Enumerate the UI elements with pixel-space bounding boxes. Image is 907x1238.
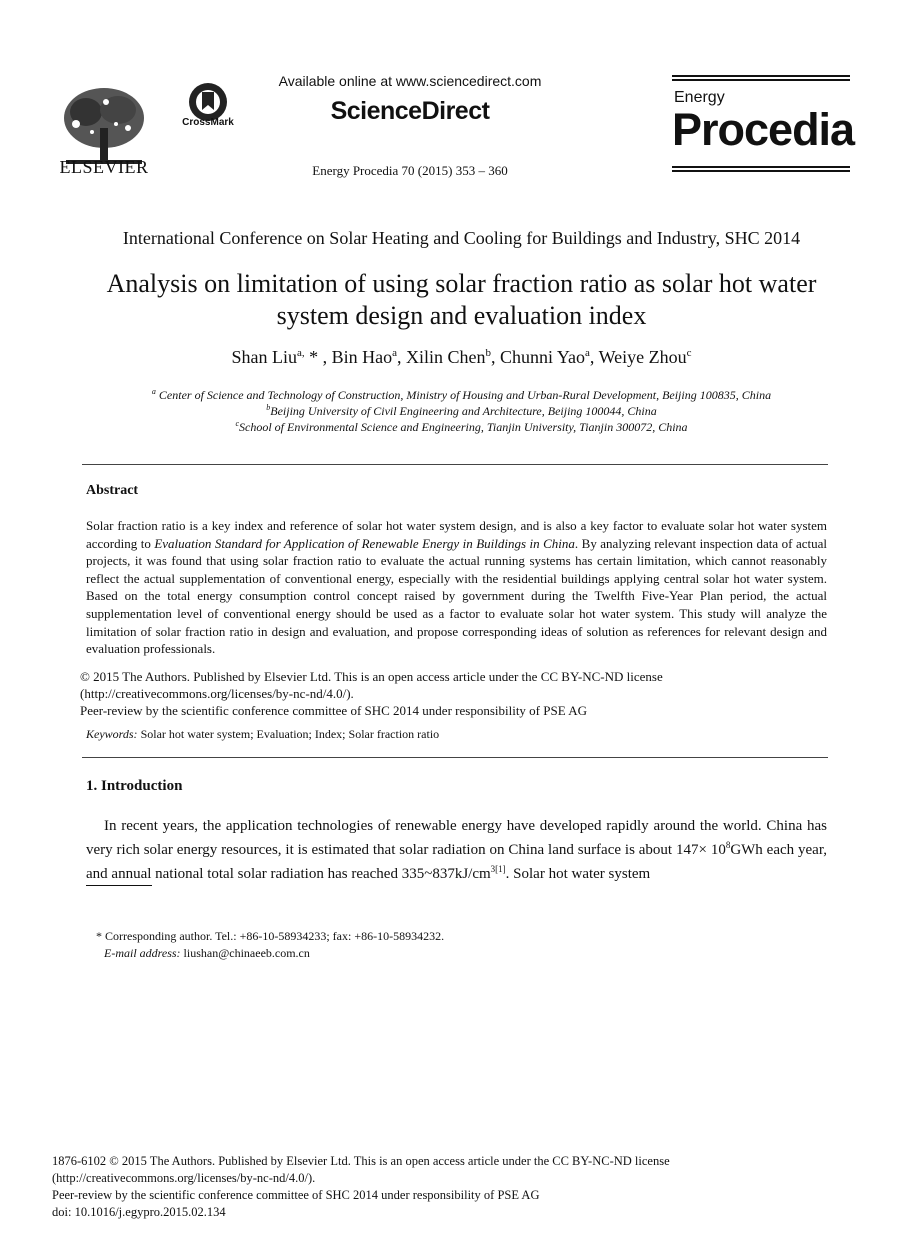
corresponding-author: * Corresponding author. Tel.: +86-10-58934233; fax: +86-10-58934232.: [96, 929, 445, 943]
keywords-text: Solar hot water system; Evaluation; Index; Solar fraction ratio: [137, 727, 440, 741]
author-affiliation-mark: a: [392, 347, 397, 359]
affiliation-text: Beijing University of Civil Engineering and Architecture, Beijing 100044, China: [270, 404, 657, 418]
license-link-line: (http://creativecommons.org/licenses/by-nc-nd/4.0/).: [80, 686, 354, 701]
footer-license-link[interactable]: http://creativecommons.org/licenses/by-nc-nd/4.0/: [56, 1171, 308, 1185]
author-affiliation-mark: a,: [296, 347, 305, 359]
abstract-text-part: Solar fraction ratio is a key index and reference of solar hot water system design, and is also a key factor to evaluate solar hot water system according to: [86, 518, 827, 551]
author-name: , Chunni Yao: [491, 347, 586, 367]
affiliation-a: [40, 387, 883, 403]
author-affiliation-mark: b: [485, 347, 491, 359]
footer-peer-review: Peer-review by the scientific conference committee of SHC 2014 under responsibility of PSE AG: [52, 1188, 540, 1202]
author-affiliation-mark: a: [585, 347, 590, 359]
keywords-label: Keywords:: [86, 727, 138, 741]
conference-name: International Conference on Solar Heating and Cooling for Buildings and Industry, SHC 2014: [122, 228, 801, 248]
license-link[interactable]: http://creativecommons.org/licenses/by-nc-nd/4.0/: [84, 686, 347, 701]
author-name: , Weiye Zhou: [589, 347, 687, 367]
footer-license: 1876-6102 © 2015 The Authors. Published by Elsevier Ltd. This is an open access article under the CC BY-NC-ND license: [52, 1154, 670, 1168]
affiliation-mark: c: [235, 419, 240, 428]
affiliation-c: [40, 419, 883, 435]
journal-reference: Energy Procedia 70 (2015) 353 – 360: [312, 163, 508, 178]
intro-superscript: 8: [725, 840, 731, 850]
paper-title-line-2: system design and evaluation index: [276, 301, 647, 330]
publisher-name: ELSEVIER: [59, 157, 149, 177]
affiliation-text: Center of Science and Technology of Construction, Ministry of Housing and Urban-Rural Development, Beijing 100835, China: [158, 388, 772, 402]
affiliation-mark: a: [151, 387, 156, 396]
author-affiliation-mark: c: [686, 347, 692, 359]
author-name: , Xilin Chen: [397, 347, 486, 367]
paper-title-line-1: Analysis on limitation of using solar fraction ratio as solar hot water: [106, 269, 817, 298]
divider: [82, 757, 828, 758]
footnote: [96, 928, 796, 962]
email-label: E-mail address:: [104, 946, 181, 960]
sciencedirect-brand: ScienceDirect: [330, 97, 490, 125]
author-name: * , Bin Hao: [304, 347, 393, 367]
abstract-text: [86, 517, 827, 658]
page-footer: [52, 1153, 852, 1221]
author-list: [40, 347, 883, 368]
intro-text-part: . Solar hot water system: [505, 866, 651, 882]
intro-citation: 3[1]: [490, 864, 506, 874]
crossmark-label: CrossMark: [182, 117, 234, 128]
intro-text-part: GWh each year, and annual national total solar radiation has reached 335~837kJ/cm: [86, 842, 827, 882]
introduction-text: [86, 817, 827, 884]
author-name: Shan Liu: [231, 347, 297, 367]
license-text: © 2015 The Authors. Published by Elsevier Ltd. This is an open access article under the CC BY-NC-ND license: [80, 669, 663, 684]
email-line: [96, 945, 796, 962]
abstract-heading: Abstract: [86, 483, 139, 498]
journal-brand-energy: Energy: [674, 89, 725, 106]
footnote-divider: [86, 885, 152, 886]
abstract-text-part: . By analyzing relevant inspection data of actual projects, it was found that using solar fraction ratio to evaluate the actual running systems has certain limitation, which cannot reasonably reflect the actual supplementation of conventional energy, especially with the residential buildings applying central solar hot water system. Based on the total energy consumption control concept raised by government during the Twelfth Five-Year Plan period, the actual supplementation level of conventional energy should be used as a factor to evaluate solar hot water system. This study will analyze the limitation of solar fraction ratio in design and evaluation, and propose corresponding ideas of solution as references for relevant design and evaluation professionals.: [86, 535, 827, 657]
section-heading-introduction: 1. Introduction: [86, 778, 183, 794]
keywords: [86, 727, 826, 742]
journal-brand-rules-bottom: [672, 166, 850, 174]
journal-brand-rules-top: [672, 75, 850, 83]
license-block: [80, 668, 830, 719]
footer-license-link-line: (http://creativecommons.org/licenses/by-nc-nd/4.0/).: [52, 1171, 316, 1185]
affiliation-text: School of Environmental Science and Engineering, Tianjin University, Tianjin 300072, China: [239, 420, 688, 434]
paper-title: [60, 268, 863, 332]
affiliation-b: [40, 403, 883, 419]
available-online-text: Available online at www.sciencedirect.com: [278, 73, 542, 89]
intro-text-part: In recent years, the application technologies of renewable energy have developed rapidly around the world. China has very rich solar energy resources, it is estimated that solar radiation on China land surface is about 147×: [86, 818, 827, 858]
journal-brand-procedia: Procedia: [672, 104, 855, 155]
intro-text-part: 10: [710, 842, 726, 858]
affiliation-mark: b: [266, 403, 271, 412]
divider: [82, 464, 828, 465]
peer-review-text: Peer-review by the scientific conference committee of SHC 2014 under responsibility of PSE AG: [80, 703, 587, 718]
doi[interactable]: doi: 10.1016/j.egypro.2015.02.134: [52, 1205, 226, 1219]
abstract-standard-title: Evaluation Standard for Application of Renewable Energy in Buildings in China: [154, 535, 575, 551]
email-address[interactable]: liushan@chinaeeb.com.cn: [180, 946, 310, 960]
